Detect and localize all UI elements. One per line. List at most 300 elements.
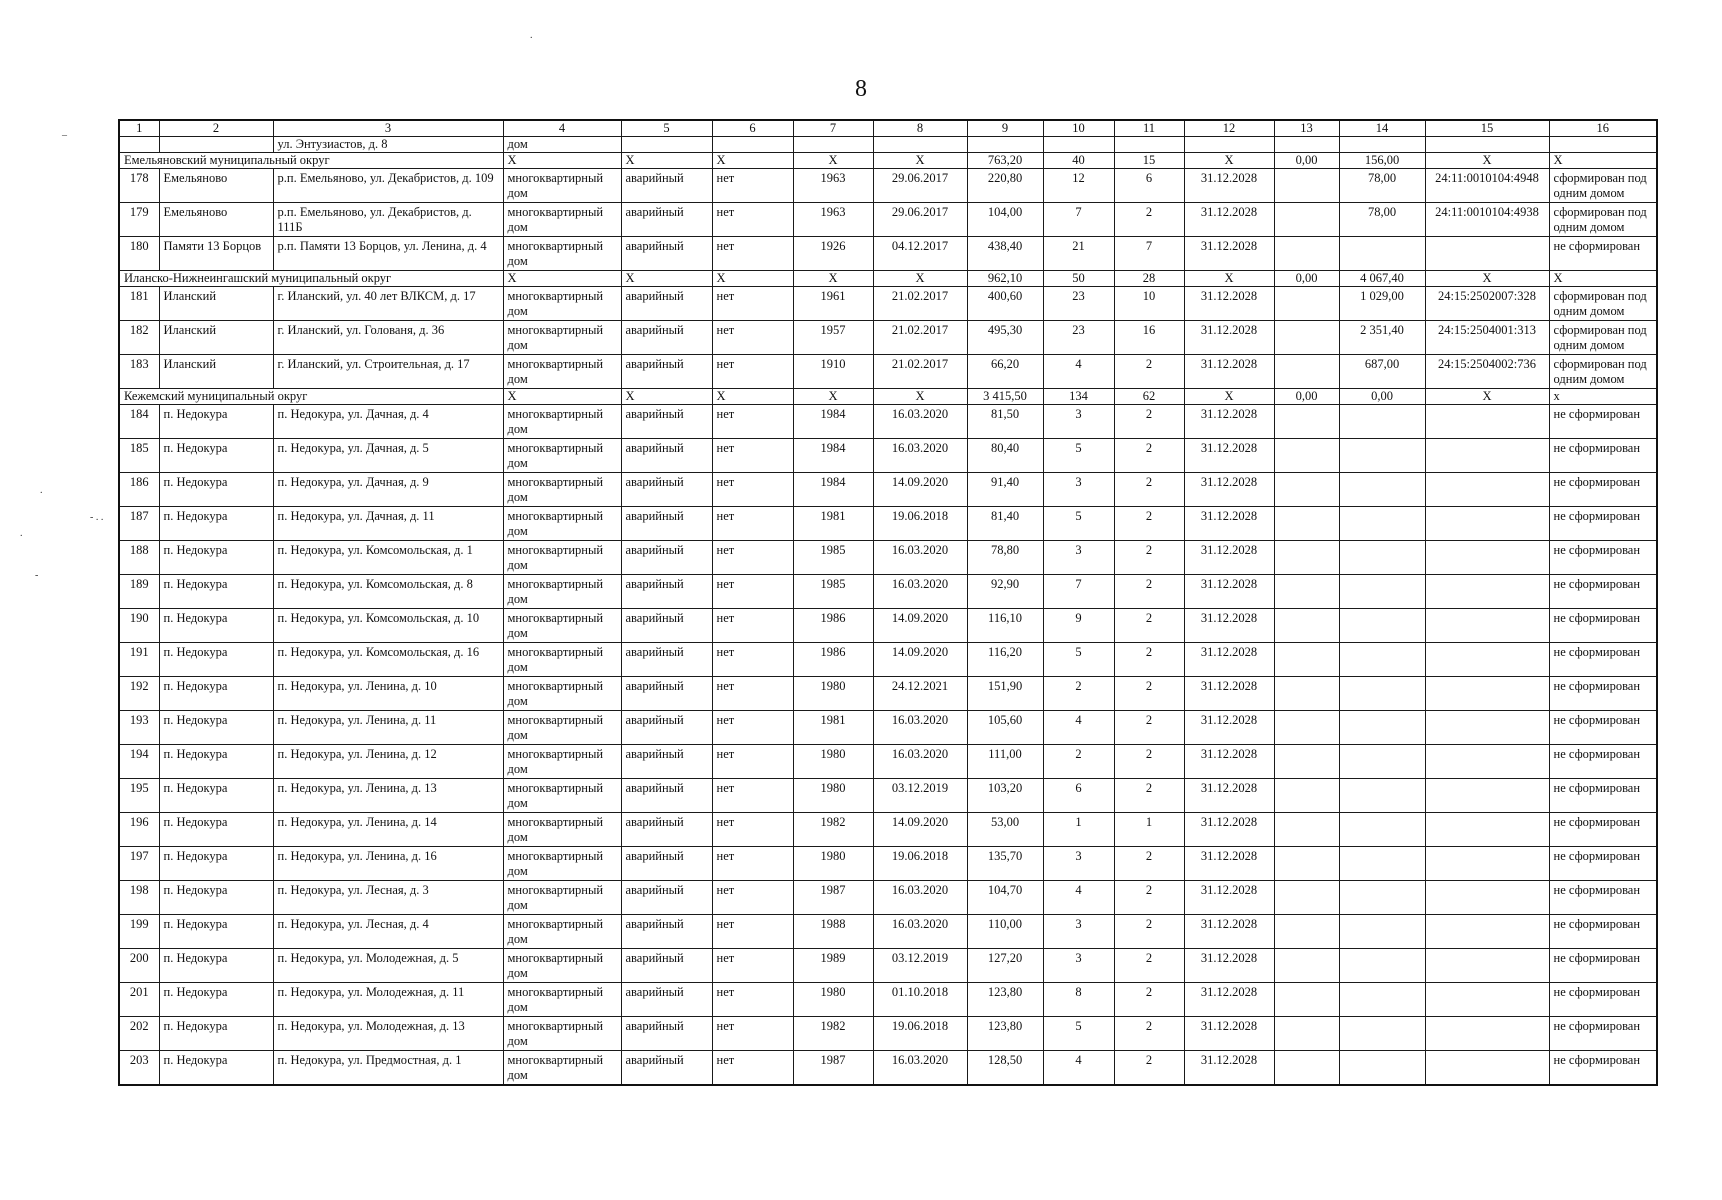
col-13-cell — [1274, 287, 1339, 321]
address-cell: п. Недокура, ул. Ленина, д. 12 — [273, 745, 503, 779]
col-13-cell — [1274, 813, 1339, 847]
summary-cell: 134 — [1043, 389, 1114, 405]
row-number-cell: 186 — [119, 473, 159, 507]
premises-cell: 2 — [1114, 915, 1184, 949]
area-cell: 438,40 — [967, 237, 1043, 271]
table-row — [119, 677, 1657, 711]
year-built-cell: 1961 — [793, 287, 873, 321]
settlement-cell: п. Недокура — [159, 983, 273, 1017]
residents-cell: 6 — [1043, 779, 1114, 813]
settlement-cell: Иланский — [159, 321, 273, 355]
house-type-cell: многоквартирный дом — [503, 237, 621, 271]
house-type-cell: многоквартирный дом — [503, 1017, 621, 1051]
row-number-cell: 198 — [119, 881, 159, 915]
col-13-cell — [1274, 575, 1339, 609]
condition-cell: аварийный — [621, 355, 712, 389]
condition-cell: аварийный — [621, 321, 712, 355]
area-cell: 127,20 — [967, 949, 1043, 983]
residents-cell: 4 — [1043, 1051, 1114, 1086]
summary-cell: X — [873, 389, 967, 405]
land-status-cell: не сформирован — [1549, 1051, 1657, 1086]
municipality-name: Емельяновский муниципальный округ — [119, 153, 503, 169]
year-built-cell: 1963 — [793, 203, 873, 237]
deadline-cell: 31.12.2028 — [1184, 745, 1274, 779]
address-cell: п. Недокура, ул. Лесная, д. 3 — [273, 881, 503, 915]
area-cell: 135,70 — [967, 847, 1043, 881]
year-built-cell: 1988 — [793, 915, 873, 949]
residents-cell: 9 — [1043, 609, 1114, 643]
col-6-cell: нет — [712, 711, 793, 745]
land-status-cell: сформирован под одним домом — [1549, 203, 1657, 237]
land-area-cell — [1339, 237, 1425, 271]
year-built-cell: 1980 — [793, 779, 873, 813]
area-cell: 220,80 — [967, 169, 1043, 203]
col-6-cell: нет — [712, 779, 793, 813]
col-6-cell: нет — [712, 439, 793, 473]
scan-speck: . — [530, 30, 533, 41]
settlement-cell: Памяти 13 Борцов — [159, 237, 273, 271]
summary-cell: 0,00 — [1339, 389, 1425, 405]
recognition-date-cell: 19.06.2018 — [873, 507, 967, 541]
col-13-cell — [1274, 203, 1339, 237]
area-cell: 92,90 — [967, 575, 1043, 609]
col-6-cell: нет — [712, 643, 793, 677]
col-6-cell: нет — [712, 575, 793, 609]
column-number-cell: 2 — [159, 120, 273, 137]
house-type-cell: многоквартирный дом — [503, 1051, 621, 1086]
deadline-cell: 31.12.2028 — [1184, 677, 1274, 711]
col-13-cell — [1274, 355, 1339, 389]
residents-cell: 8 — [1043, 983, 1114, 1017]
cadastral-number-cell — [1425, 881, 1549, 915]
premises-cell: 2 — [1114, 677, 1184, 711]
cadastral-number-cell: 24:15:2502007:328 — [1425, 287, 1549, 321]
deadline-cell: 31.12.2028 — [1184, 949, 1274, 983]
address-cell: п. Недокура, ул. Комсомольская, д. 8 — [273, 575, 503, 609]
house-type-cell: многоквартирный дом — [503, 881, 621, 915]
recognition-date-cell: 19.06.2018 — [873, 847, 967, 881]
column-number-cell: 10 — [1043, 120, 1114, 137]
column-number-cell: 8 — [873, 120, 967, 137]
condition-cell: аварийный — [621, 405, 712, 439]
cadastral-number-cell — [1425, 439, 1549, 473]
land-status-cell: не сформирован — [1549, 949, 1657, 983]
column-number-cell: 7 — [793, 120, 873, 137]
address-cell: п. Недокура, ул. Лесная, д. 4 — [273, 915, 503, 949]
address-cell: п. Недокура, ул. Дачная, д. 11 — [273, 507, 503, 541]
col-13-cell — [1274, 1051, 1339, 1086]
address-cell: п. Недокура, ул. Дачная, д. 4 — [273, 405, 503, 439]
cadastral-number-cell — [1425, 473, 1549, 507]
year-built-cell: 1980 — [793, 745, 873, 779]
area-cell: 116,10 — [967, 609, 1043, 643]
house-type-cell: дом — [503, 137, 621, 153]
area-cell: 66,20 — [967, 355, 1043, 389]
row-number-cell: 189 — [119, 575, 159, 609]
deadline-cell: 31.12.2028 — [1184, 473, 1274, 507]
deadline-cell: 31.12.2028 — [1184, 321, 1274, 355]
land-status-cell: не сформирован — [1549, 237, 1657, 271]
column-number-cell: 1 — [119, 120, 159, 137]
premises-cell: 10 — [1114, 287, 1184, 321]
residents-cell: 2 — [1043, 745, 1114, 779]
condition-cell: аварийный — [621, 169, 712, 203]
house-type-cell: многоквартирный дом — [503, 847, 621, 881]
land-status-cell: не сформирован — [1549, 813, 1657, 847]
year-built-cell: 1982 — [793, 1017, 873, 1051]
house-type-cell: многоквартирный дом — [503, 203, 621, 237]
column-number-cell: 3 — [273, 120, 503, 137]
residents-cell: 5 — [1043, 1017, 1114, 1051]
house-type-cell: многоквартирный дом — [503, 915, 621, 949]
col-6-cell: нет — [712, 355, 793, 389]
residents-cell: 5 — [1043, 507, 1114, 541]
table-cell — [712, 137, 793, 153]
land-area-cell — [1339, 1017, 1425, 1051]
municipality-name: Кежемский муниципальный округ — [119, 389, 503, 405]
table-row — [119, 355, 1657, 389]
house-type-cell: многоквартирный дом — [503, 813, 621, 847]
row-number-cell: 196 — [119, 813, 159, 847]
deadline-cell: 31.12.2028 — [1184, 813, 1274, 847]
land-area-cell — [1339, 983, 1425, 1017]
condition-cell: аварийный — [621, 643, 712, 677]
summary-cell: X — [503, 153, 621, 169]
summary-cell: 15 — [1114, 153, 1184, 169]
land-area-cell: 687,00 — [1339, 355, 1425, 389]
deadline-cell: 31.12.2028 — [1184, 779, 1274, 813]
address-cell: п. Недокура, ул. Предмостная, д. 1 — [273, 1051, 503, 1086]
land-status-cell: не сформирован — [1549, 439, 1657, 473]
col-13-cell — [1274, 1017, 1339, 1051]
table-row — [119, 439, 1657, 473]
row-number-cell: 203 — [119, 1051, 159, 1086]
condition-cell: аварийный — [621, 677, 712, 711]
table-row — [119, 287, 1657, 321]
condition-cell: аварийный — [621, 1017, 712, 1051]
recognition-date-cell: 16.03.2020 — [873, 711, 967, 745]
table-row — [119, 745, 1657, 779]
area-cell: 111,00 — [967, 745, 1043, 779]
table-row — [119, 813, 1657, 847]
land-status-cell: не сформирован — [1549, 915, 1657, 949]
land-area-cell — [1339, 405, 1425, 439]
condition-cell: аварийный — [621, 439, 712, 473]
premises-cell: 2 — [1114, 779, 1184, 813]
row-number-cell: 179 — [119, 203, 159, 237]
recognition-date-cell: 16.03.2020 — [873, 881, 967, 915]
year-built-cell: 1981 — [793, 507, 873, 541]
premises-cell: 2 — [1114, 355, 1184, 389]
table-row — [119, 575, 1657, 609]
land-area-cell — [1339, 575, 1425, 609]
condition-cell: аварийный — [621, 609, 712, 643]
table-row — [119, 473, 1657, 507]
house-type-cell: многоквартирный дом — [503, 711, 621, 745]
premises-cell: 7 — [1114, 237, 1184, 271]
cadastral-number-cell — [1425, 677, 1549, 711]
table-cell — [621, 137, 712, 153]
address-cell: п. Недокура, ул. Молодежная, д. 11 — [273, 983, 503, 1017]
address-cell: п. Недокура, ул. Ленина, д. 14 — [273, 813, 503, 847]
table-row — [119, 779, 1657, 813]
settlement-cell: Емельяново — [159, 203, 273, 237]
address-cell: г. Иланский, ул. 40 лет ВЛКСМ, д. 17 — [273, 287, 503, 321]
table-cell — [1184, 137, 1274, 153]
year-built-cell: 1984 — [793, 473, 873, 507]
address-cell: п. Недокура, ул. Комсомольская, д. 16 — [273, 643, 503, 677]
premises-cell: 2 — [1114, 1051, 1184, 1086]
cadastral-number-cell — [1425, 949, 1549, 983]
area-cell: 110,00 — [967, 915, 1043, 949]
municipality-name: Иланско-Нижнеингашский муниципальный округ — [119, 271, 503, 287]
summary-cell: X — [621, 271, 712, 287]
land-area-cell — [1339, 949, 1425, 983]
premises-cell: 2 — [1114, 881, 1184, 915]
condition-cell: аварийный — [621, 881, 712, 915]
residents-cell: 3 — [1043, 915, 1114, 949]
table-row — [119, 169, 1657, 203]
land-status-cell: не сформирован — [1549, 609, 1657, 643]
summary-cell: X — [621, 153, 712, 169]
address-cell: п. Недокура, ул. Комсомольская, д. 1 — [273, 541, 503, 575]
row-number-cell: 199 — [119, 915, 159, 949]
deadline-cell: 31.12.2028 — [1184, 643, 1274, 677]
area-cell: 80,40 — [967, 439, 1043, 473]
settlement-cell: п. Недокура — [159, 881, 273, 915]
premises-cell: 16 — [1114, 321, 1184, 355]
summary-cell: 962,10 — [967, 271, 1043, 287]
address-cell: ул. Энтузиастов, д. 8 — [273, 137, 503, 153]
row-number-cell: 187 — [119, 507, 159, 541]
land-area-cell — [1339, 1051, 1425, 1086]
summary-cell: X — [712, 153, 793, 169]
area-cell: 81,50 — [967, 405, 1043, 439]
premises-cell: 2 — [1114, 643, 1184, 677]
summary-cell: X — [793, 271, 873, 287]
table-row — [119, 321, 1657, 355]
area-cell: 53,00 — [967, 813, 1043, 847]
table-cell — [967, 137, 1043, 153]
residents-cell: 1 — [1043, 813, 1114, 847]
settlement-cell: п. Недокура — [159, 609, 273, 643]
area-cell: 104,70 — [967, 881, 1043, 915]
premises-cell: 2 — [1114, 847, 1184, 881]
col-13-cell — [1274, 321, 1339, 355]
premises-cell: 6 — [1114, 169, 1184, 203]
land-area-cell — [1339, 745, 1425, 779]
summary-cell: 156,00 — [1339, 153, 1425, 169]
deadline-cell: 31.12.2028 — [1184, 507, 1274, 541]
row-number-cell: 183 — [119, 355, 159, 389]
deadline-cell: 31.12.2028 — [1184, 287, 1274, 321]
settlement-cell: п. Недокура — [159, 439, 273, 473]
settlement-cell: п. Недокура — [159, 643, 273, 677]
premises-cell: 2 — [1114, 405, 1184, 439]
settlement-cell: п. Недокура — [159, 541, 273, 575]
residents-cell: 21 — [1043, 237, 1114, 271]
settlement-cell: Емельяново — [159, 169, 273, 203]
residents-cell: 3 — [1043, 473, 1114, 507]
column-number-cell: 4 — [503, 120, 621, 137]
recognition-date-cell: 14.09.2020 — [873, 813, 967, 847]
col-13-cell — [1274, 405, 1339, 439]
deadline-cell: 31.12.2028 — [1184, 1017, 1274, 1051]
table-cell — [793, 137, 873, 153]
recognition-date-cell: 29.06.2017 — [873, 203, 967, 237]
col-6-cell: нет — [712, 881, 793, 915]
address-cell: п. Недокура, ул. Комсомольская, д. 10 — [273, 609, 503, 643]
column-number-cell: 16 — [1549, 120, 1657, 137]
condition-cell: аварийный — [621, 1051, 712, 1086]
address-cell: п. Недокура, ул. Ленина, д. 13 — [273, 779, 503, 813]
year-built-cell: 1989 — [793, 949, 873, 983]
condition-cell: аварийный — [621, 203, 712, 237]
deadline-cell: 31.12.2028 — [1184, 237, 1274, 271]
summary-cell: X — [621, 389, 712, 405]
recognition-date-cell: 03.12.2019 — [873, 779, 967, 813]
premises-cell: 2 — [1114, 949, 1184, 983]
condition-cell: аварийный — [621, 541, 712, 575]
settlement-cell: п. Недокура — [159, 949, 273, 983]
area-cell: 105,60 — [967, 711, 1043, 745]
deadline-cell: 31.12.2028 — [1184, 355, 1274, 389]
col-13-cell — [1274, 915, 1339, 949]
deadline-cell: 31.12.2028 — [1184, 1051, 1274, 1086]
condition-cell: аварийный — [621, 287, 712, 321]
table-cell — [1274, 137, 1339, 153]
col-6-cell: нет — [712, 677, 793, 711]
settlement-cell: п. Недокура — [159, 847, 273, 881]
house-type-cell: многоквартирный дом — [503, 473, 621, 507]
year-built-cell: 1910 — [793, 355, 873, 389]
table-row — [119, 915, 1657, 949]
year-built-cell: 1985 — [793, 575, 873, 609]
table-cell — [159, 137, 273, 153]
table-row — [119, 405, 1657, 439]
house-type-cell: многоквартирный дом — [503, 507, 621, 541]
col-13-cell — [1274, 169, 1339, 203]
residents-cell: 3 — [1043, 847, 1114, 881]
cadastral-number-cell: 24:11:0010104:4938 — [1425, 203, 1549, 237]
house-type-cell: многоквартирный дом — [503, 779, 621, 813]
table-row — [119, 203, 1657, 237]
table-row — [119, 541, 1657, 575]
col-6-cell: нет — [712, 949, 793, 983]
col-13-cell — [1274, 711, 1339, 745]
recognition-date-cell: 14.09.2020 — [873, 643, 967, 677]
land-status-cell: сформирован под одним домом — [1549, 321, 1657, 355]
summary-cell: X — [1425, 153, 1549, 169]
land-status-cell: не сформирован — [1549, 983, 1657, 1017]
table-row — [119, 609, 1657, 643]
land-area-cell — [1339, 779, 1425, 813]
col-6-cell: нет — [712, 203, 793, 237]
summary-cell: 763,20 — [967, 153, 1043, 169]
column-number-cell: 6 — [712, 120, 793, 137]
table-row — [119, 983, 1657, 1017]
house-type-cell: многоквартирный дом — [503, 321, 621, 355]
col-13-cell — [1274, 439, 1339, 473]
year-built-cell: 1982 — [793, 813, 873, 847]
cadastral-number-cell — [1425, 847, 1549, 881]
column-number-cell: 12 — [1184, 120, 1274, 137]
house-type-cell: многоквартирный дом — [503, 169, 621, 203]
summary-cell: 28 — [1114, 271, 1184, 287]
settlement-cell: п. Недокура — [159, 405, 273, 439]
cadastral-number-cell — [1425, 711, 1549, 745]
land-area-cell — [1339, 609, 1425, 643]
scan-speck: - . . — [90, 512, 104, 523]
scan-speck: . — [20, 528, 23, 539]
year-built-cell: 1926 — [793, 237, 873, 271]
row-number-cell: 202 — [119, 1017, 159, 1051]
premises-cell: 2 — [1114, 1017, 1184, 1051]
summary-cell: X — [1184, 389, 1274, 405]
col-13-cell — [1274, 881, 1339, 915]
col-6-cell: нет — [712, 745, 793, 779]
deadline-cell: 31.12.2028 — [1184, 541, 1274, 575]
row-number-cell: 195 — [119, 779, 159, 813]
premises-cell: 2 — [1114, 541, 1184, 575]
deadline-cell: 31.12.2028 — [1184, 983, 1274, 1017]
area-cell: 151,90 — [967, 677, 1043, 711]
cadastral-number-cell — [1425, 1051, 1549, 1086]
col-6-cell: нет — [712, 609, 793, 643]
land-area-cell: 1 029,00 — [1339, 287, 1425, 321]
year-built-cell: 1963 — [793, 169, 873, 203]
row-number-cell: 192 — [119, 677, 159, 711]
premises-cell: 2 — [1114, 203, 1184, 237]
year-built-cell: 1984 — [793, 405, 873, 439]
column-number-cell: 5 — [621, 120, 712, 137]
house-type-cell: многоквартирный дом — [503, 439, 621, 473]
residents-cell: 5 — [1043, 439, 1114, 473]
residents-cell: 4 — [1043, 711, 1114, 745]
settlement-cell: п. Недокура — [159, 507, 273, 541]
row-number-cell: 178 — [119, 169, 159, 203]
cadastral-number-cell — [1425, 507, 1549, 541]
residents-cell: 23 — [1043, 287, 1114, 321]
year-built-cell: 1981 — [793, 711, 873, 745]
land-area-cell — [1339, 881, 1425, 915]
premises-cell: 1 — [1114, 813, 1184, 847]
summary-cell: 50 — [1043, 271, 1114, 287]
settlement-cell: п. Недокура — [159, 745, 273, 779]
recognition-date-cell: 29.06.2017 — [873, 169, 967, 203]
year-built-cell: 1986 — [793, 609, 873, 643]
deadline-cell: 31.12.2028 — [1184, 169, 1274, 203]
settlement-cell: п. Недокура — [159, 813, 273, 847]
condition-cell: аварийный — [621, 983, 712, 1017]
row-number-cell: 190 — [119, 609, 159, 643]
year-built-cell: 1957 — [793, 321, 873, 355]
recognition-date-cell: 16.03.2020 — [873, 439, 967, 473]
cadastral-number-cell — [1425, 405, 1549, 439]
deadline-cell: 31.12.2028 — [1184, 439, 1274, 473]
residents-cell: 3 — [1043, 405, 1114, 439]
recognition-date-cell: 19.06.2018 — [873, 1017, 967, 1051]
row-number-cell: 200 — [119, 949, 159, 983]
condition-cell: аварийный — [621, 779, 712, 813]
col-6-cell: нет — [712, 405, 793, 439]
residents-cell: 5 — [1043, 643, 1114, 677]
address-cell: п. Недокура, ул. Молодежная, д. 13 — [273, 1017, 503, 1051]
table-cell — [1425, 137, 1549, 153]
cadastral-number-cell — [1425, 1017, 1549, 1051]
table-row — [119, 1017, 1657, 1051]
scan-speck: . — [40, 485, 43, 496]
